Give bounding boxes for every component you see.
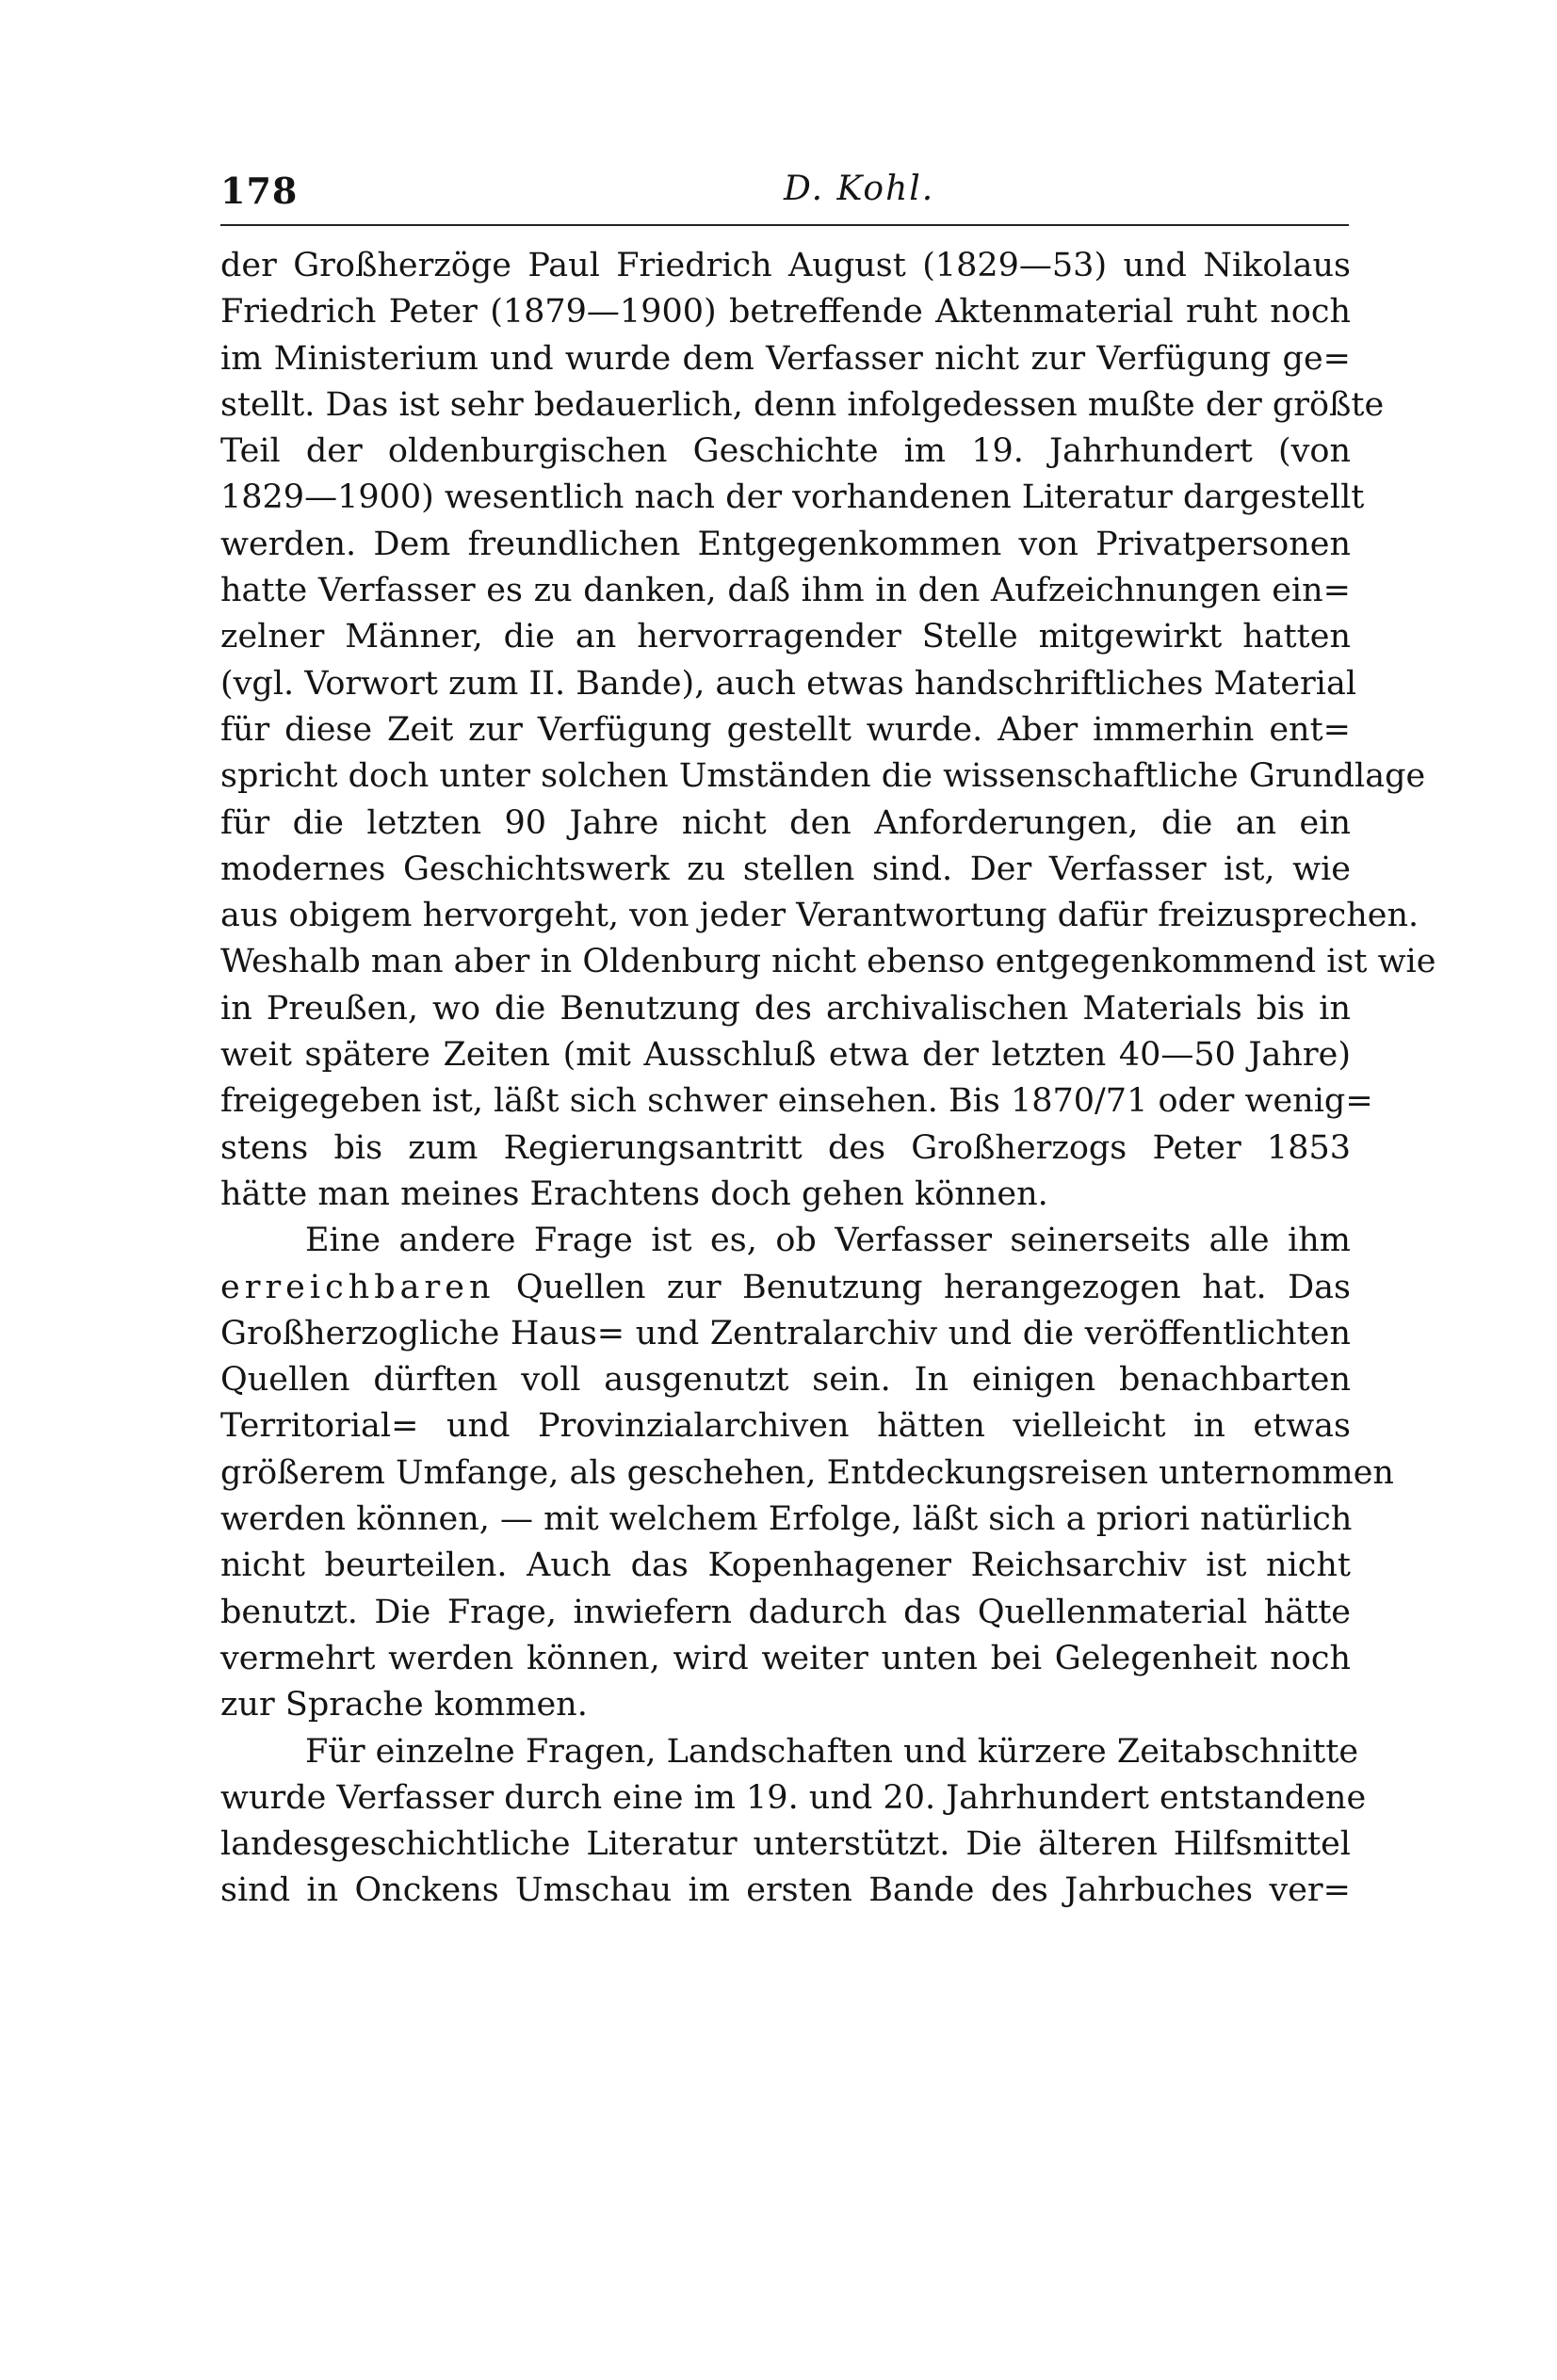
text-line: Weshalb man aber in Oldenburg nicht ebenso entgegenkommend ist wie <box>220 943 1436 981</box>
text-line: modernes Geschichtswerk zu stellen sind. Der Verfasser ist, wie <box>220 850 1351 888</box>
text-line: hatte Verfasser es zu danken, daß ihm in den Aufzeichnungen ein= <box>220 572 1351 610</box>
text-line: vermehrt werden können, wird weiter unten bei Gelegenheit noch <box>220 1639 1351 1677</box>
text-line: landesgeschichtliche Literatur unterstützt. Die älteren Hilfsmittel <box>220 1825 1351 1864</box>
text-line: Großherzogliche Haus= und Zentralarchiv und die veröffentlichten <box>220 1314 1351 1352</box>
text-fragment: Quellen zur Benutzung herangezogen hat. Das <box>495 1268 1351 1306</box>
text-line: in Preußen, wo die Benutzung des archivalischen Materials bis in <box>220 989 1351 1028</box>
text-line: 1829—1900) wesentlich nach der vorhandenen Literatur dargestellt <box>220 478 1365 517</box>
text-line: spricht doch unter solchen Umständen die wissenschaftliche Grundlage <box>220 757 1426 796</box>
text-line: zelner Männer, die an hervorragender Stelle mitgewirkt hatten <box>220 618 1351 656</box>
paragraph-3 <box>220 1729 1367 1915</box>
text-line: Teil der oldenburgischen Geschichte im 19. Jahrhundert (von <box>220 432 1351 471</box>
text-line: werden. Dem freundlichen Entgegenkommen von Privatpersonen <box>220 525 1351 563</box>
text-line <box>220 1265 1351 1311</box>
text-line: zur Sprache kommen. <box>220 1686 588 1724</box>
text-line: stellt. Das ist sehr bedauerlich, denn infolgedessen mußte der größte <box>220 385 1385 424</box>
paragraph-1 <box>220 243 1436 1218</box>
text-line: für die letzten 90 Jahre nicht den Anforderungen, die an ein <box>220 803 1351 842</box>
text-line: der Großherzöge Paul Friedrich August (1829—53) und Nikolaus <box>220 247 1351 284</box>
text-line: freigegeben ist, läßt sich schwer einsehen. Bis 1870/71 oder wenig= <box>220 1082 1373 1121</box>
text-line: stens bis zum Regierungsantritt des Großherzogs Peter 1853 <box>220 1128 1351 1167</box>
text-line: Eine andere Frage ist es, ob Verfasser seinerseits alle ihm <box>305 1222 1351 1260</box>
text-line: Territorial= und Provinzialarchiven hätten vielleicht in etwas <box>220 1407 1351 1446</box>
text-line: Quellen dürften voll ausgenutzt sein. In einigen benachbarten <box>220 1361 1351 1400</box>
text-line: wurde Verfasser durch eine im 19. und 20. Jahrhundert entstandene <box>220 1778 1367 1817</box>
header-rule <box>220 224 1349 226</box>
text-line: im Ministerium und wurde dem Verfasser nicht zur Verfügung ge= <box>220 339 1351 378</box>
text-line: aus obigem hervorgeht, von jeder Verantwortung dafür freizusprechen. <box>220 897 1419 935</box>
text-line: sind in Onckens Umschau im ersten Bande des Jahrbuches ver= <box>220 1871 1351 1910</box>
page-number: 178 <box>220 170 299 212</box>
text-line: werden können, — mit welchem Erfolge, läßt sich a priori natürlich <box>220 1500 1353 1539</box>
text-line: Für einzelne Fragen, Landschaften und kürzere Zeitabschnitte <box>305 1732 1359 1771</box>
text-line: hätte man meines Erachtens doch gehen können. <box>220 1174 1048 1213</box>
paragraph-2 <box>220 1218 1394 1728</box>
body-text <box>220 243 1436 1915</box>
text-line: benutzt. Die Frage, inwiefern dadurch das Quellenmaterial hätte <box>220 1593 1351 1631</box>
page-header <box>220 170 1351 222</box>
text-line: nicht beurteilen. Auch das Kopenhagener Reichsarchiv ist nicht <box>220 1546 1351 1585</box>
text-line: Friedrich Peter (1879—1900) betreffende Aktenmaterial ruht noch <box>220 293 1351 332</box>
running-head: D. Kohl. <box>784 170 935 208</box>
text-line: (vgl. Vorwort zum II. Bande), auch etwas handschriftliches Material <box>220 664 1357 703</box>
emphasized-word: erreichbaren <box>220 1268 495 1306</box>
text-line: weit spätere Zeiten (mit Ausschluß etwa der letzten 40—50 Jahre) <box>220 1036 1351 1075</box>
text-line: für diese Zeit zur Verfügung gestellt wurde. Aber immerhin ent= <box>220 710 1351 749</box>
text-line: größerem Umfange, als geschehen, Entdeckungsreisen unternommen <box>220 1453 1394 1492</box>
